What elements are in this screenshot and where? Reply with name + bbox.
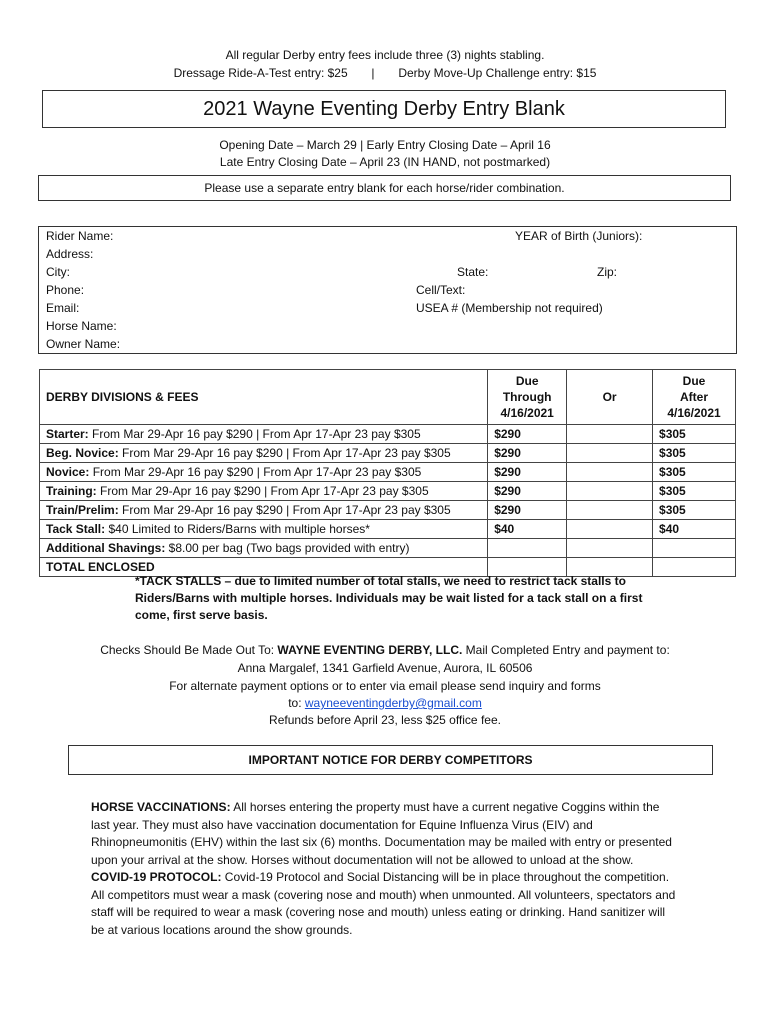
or-cell[interactable]: [567, 482, 653, 501]
cell-label: Cell/Text:: [416, 283, 466, 297]
fees-table: [39, 369, 736, 577]
division-desc: From Mar 29-Apr 16 pay $290 | From Apr 17-Apr 23 pay $305: [118, 446, 451, 460]
late-fee[interactable]: $40: [653, 520, 736, 539]
early-fee[interactable]: $290: [488, 425, 567, 444]
page-title: 2021 Wayne Eventing Derby Entry Blank: [42, 90, 726, 128]
zip-label: Zip:: [597, 265, 618, 279]
vaccinations-label: HORSE VACCINATIONS:: [91, 800, 231, 814]
separator: |: [371, 66, 375, 80]
due-through-line2: Through: [502, 390, 552, 404]
email-row[interactable]: [39, 299, 736, 317]
division-desc: From Mar 29-Apr 16 pay $290 | From Apr 17-Apr 23 pay $305: [96, 484, 429, 498]
email-prefix: to:: [288, 696, 305, 710]
division-cell: [40, 482, 488, 501]
late-fee[interactable]: $305: [653, 444, 736, 463]
dressage-fee: Dressage Ride-A-Test entry: $25: [173, 66, 348, 80]
phone-row[interactable]: [39, 281, 736, 299]
due-through-header: [488, 370, 567, 425]
early-fee[interactable]: $290: [488, 463, 567, 482]
due-after-header: [653, 370, 736, 425]
division-cell: [40, 463, 488, 482]
notice-body: [91, 799, 681, 939]
or-header: Or: [567, 370, 653, 425]
late-fee[interactable]: $305: [653, 501, 736, 520]
division-desc: From Mar 29-Apr 16 pay $290 | From Apr 17-Apr 23 pay $305: [88, 427, 421, 441]
horse-name-label: Horse Name:: [46, 319, 117, 333]
division-cell: [40, 444, 488, 463]
late-fee[interactable]: $305: [653, 425, 736, 444]
division-cell: [40, 520, 488, 539]
address-row[interactable]: [39, 245, 736, 263]
email-line: [0, 695, 770, 712]
early-fee[interactable]: $290: [488, 482, 567, 501]
checks-payee: WAYNE EVENTING DERBY, LLC.: [277, 643, 463, 657]
owner-name-row[interactable]: [39, 335, 736, 353]
opening-dates: Opening Date – March 29 | Early Entry Closing Date – April 16: [219, 138, 551, 152]
phone-label: Phone:: [46, 283, 85, 297]
late-fee[interactable]: $305: [653, 482, 736, 501]
table-row: [40, 501, 736, 520]
due-after-line2: After: [680, 390, 709, 404]
or-cell[interactable]: [567, 501, 653, 520]
due-through-line3: 4/16/2021: [500, 406, 554, 420]
rider-name-label: Rider Name:: [46, 229, 114, 243]
state-label: State:: [457, 265, 489, 279]
or-cell[interactable]: [567, 425, 653, 444]
email-label: Email:: [46, 301, 80, 315]
division-name: Novice:: [46, 465, 90, 479]
year-of-birth-label: YEAR of Birth (Juniors):: [515, 229, 643, 243]
separate-entry-notice: Please use a separate entry blank for each horse/rider combination.: [38, 175, 731, 201]
table-row: [40, 539, 736, 558]
early-fee[interactable]: $290: [488, 444, 567, 463]
rider-info-form: [38, 226, 737, 354]
division-desc: $8.00 per bag (Two bags provided with entry): [165, 541, 410, 555]
move-up-fee: Derby Move-Up Challenge entry: $15: [398, 66, 597, 80]
usea-label: USEA # (Membership not required): [416, 301, 603, 315]
division-name: Tack Stall:: [46, 522, 106, 536]
early-fee[interactable]: $40: [488, 520, 567, 539]
checks-suffix: Mail Completed Entry and payment to:: [462, 643, 670, 657]
due-through-line1: Due: [515, 374, 539, 388]
division-desc: $40 Limited to Riders/Barns with multiple horses*: [105, 522, 370, 536]
total-label: TOTAL ENCLOSED: [46, 560, 155, 574]
horse-name-row[interactable]: [39, 317, 736, 335]
division-name: Additional Shavings:: [46, 541, 166, 555]
city-row[interactable]: [39, 263, 736, 281]
division-cell: [40, 425, 488, 444]
address-label: Address:: [46, 247, 94, 261]
email-link[interactable]: wayneeventingderby@gmail.com: [304, 696, 482, 710]
table-row: [40, 463, 736, 482]
covid-label: COVID-19 PROTOCOL:: [91, 870, 222, 884]
city-label: City:: [46, 265, 70, 279]
checks-prefix: Checks Should Be Made Out To:: [100, 643, 278, 657]
covid-paragraph: [91, 869, 681, 939]
important-notice-title: IMPORTANT NOTICE FOR DERBY COMPETITORS: [68, 745, 713, 775]
vaccinations-text: All horses entering the property must have a current negative Coggins within the last year. They must also have vaccination documentation for Equine Influenza Virus (EIV) and Rhinopneumonitis (EHV) within the last six (6) months. Documentation may be mailed with entry or presented upon your arrival at the show. Horses without documentation will not be allowed to unload at the show.: [91, 800, 672, 867]
division-name: Beg. Novice:: [46, 446, 119, 460]
table-row: [40, 520, 736, 539]
division-name: Train/Prelim:: [46, 503, 119, 517]
mailing-address: Anna Margalef, 1341 Garfield Avenue, Aurora, IL 60506: [237, 661, 533, 675]
division-cell: [40, 539, 488, 558]
alternate-payment-note: For alternate payment options or to enter via email please send inquiry and forms: [169, 679, 601, 693]
early-fee[interactable]: [488, 539, 567, 558]
checks-line: [0, 642, 770, 659]
division-cell: [40, 501, 488, 520]
or-cell[interactable]: [567, 520, 653, 539]
divisions-header: DERBY DIVISIONS & FEES: [40, 370, 488, 425]
fees-header-row: [40, 370, 736, 425]
late-closing-date: Late Entry Closing Date – April 23 (IN HAND, not postmarked): [219, 155, 551, 169]
table-row: [40, 444, 736, 463]
covid-text: Covid-19 Protocol and Social Distancing will be in place throughout the competition. All competitors must wear a mask (covering nose and mouth) when unmounted. All volunteers, spectators and staff will be required to wear a mask (covering nose and mouth) unless eating or drinking. Hand sanitizer will be at various locations around the show grounds.: [91, 870, 676, 937]
division-desc: From Mar 29-Apr 16 pay $290 | From Apr 17-Apr 23 pay $305: [89, 465, 422, 479]
or-cell[interactable]: [567, 539, 653, 558]
rider-name-row[interactable]: [39, 227, 736, 245]
extra-entries-line: [0, 66, 770, 80]
table-row: [40, 425, 736, 444]
or-cell[interactable]: [567, 444, 653, 463]
late-fee[interactable]: $305: [653, 463, 736, 482]
late-fee[interactable]: [653, 539, 736, 558]
table-row: [40, 482, 736, 501]
tack-stall-note: *TACK STALLS – due to limited number of total stalls, we need to restrict tack stalls to Riders/Barns with multiple horses. Individuals may be wait listed for a tack stall on a first come, first serve basis.: [135, 574, 643, 622]
due-after-line3: 4/16/2021: [667, 406, 721, 420]
refund-policy: Refunds before April 23, less $25 office fee.: [269, 713, 501, 727]
division-name: Starter:: [46, 427, 89, 441]
vaccinations-paragraph: [91, 799, 681, 869]
early-fee[interactable]: $290: [488, 501, 567, 520]
due-after-line1: Due: [682, 374, 706, 388]
stabling-note: All regular Derby entry fees include three (3) nights stabling.: [225, 48, 545, 62]
division-desc: From Mar 29-Apr 16 pay $290 | From Apr 17-Apr 23 pay $305: [118, 503, 451, 517]
division-name: Training:: [46, 484, 97, 498]
or-cell[interactable]: [567, 463, 653, 482]
owner-name-label: Owner Name:: [46, 337, 121, 351]
